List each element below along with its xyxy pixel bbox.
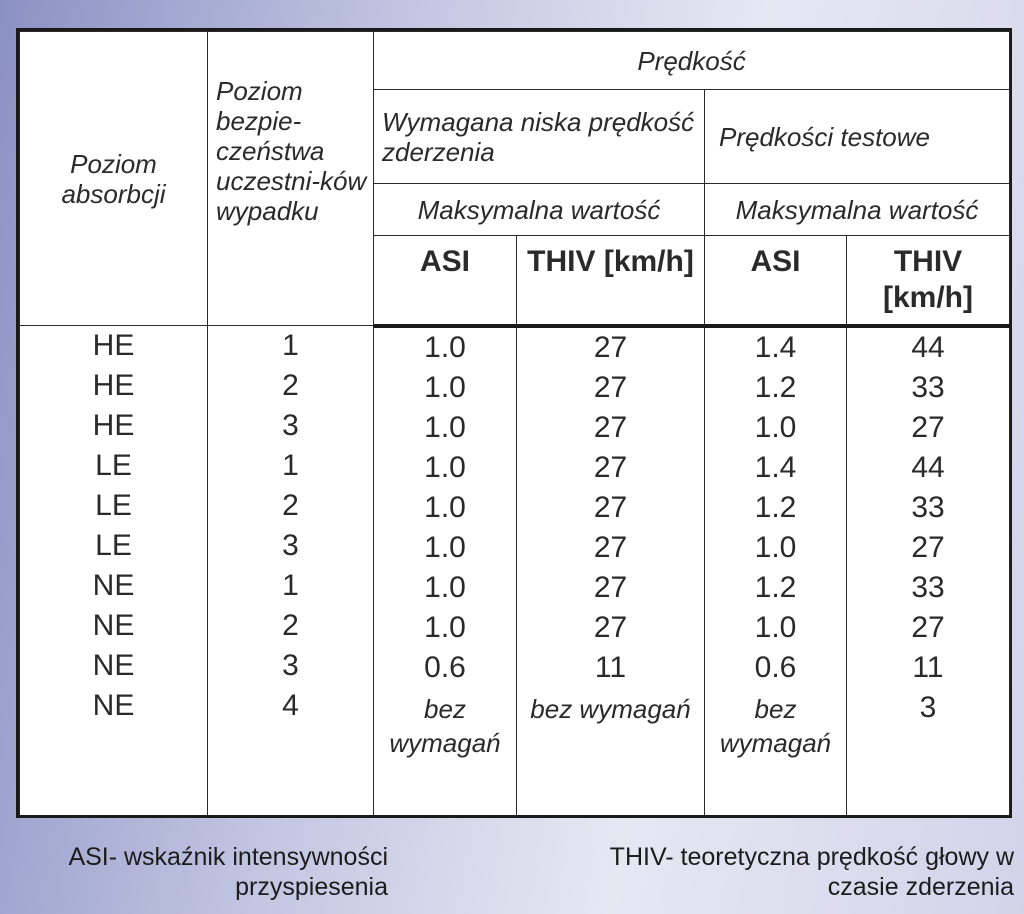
table-cell: 2: [282, 489, 299, 522]
table-cell: 2: [282, 609, 299, 642]
table-cell: 3: [282, 529, 299, 562]
table-cell: 27: [593, 610, 628, 644]
table-cell: 1.0: [424, 610, 466, 644]
column-absorption: [20, 326, 208, 816]
column-asi-test: [705, 326, 847, 816]
table-cell: 44: [911, 330, 945, 364]
table-cell: 1.0: [424, 330, 466, 364]
table-cell: 44: [911, 450, 945, 484]
table-cell: 1.2: [754, 570, 797, 604]
table-cell: 27: [593, 530, 628, 564]
header-absorption: Poziom absorbcji: [20, 32, 208, 326]
table-cell: 1.2: [754, 490, 797, 524]
table-cell: 3: [282, 409, 299, 442]
column-asi-low: [374, 326, 517, 816]
table-cell: LE: [95, 449, 132, 482]
table-cell: 1.0: [424, 410, 466, 444]
column-safety-level: [208, 326, 374, 816]
no-requirements-note: bez wymagań: [530, 693, 691, 724]
header-thiv-low: THIV [km/h]: [517, 236, 705, 326]
column-thiv-test: [847, 326, 1010, 816]
header-thiv-test: THIV [km/h]: [847, 236, 1010, 326]
table-cell: 27: [593, 490, 628, 524]
table-cell: 27: [593, 370, 628, 404]
table-cell: NE: [92, 689, 135, 722]
table-cell: HE: [92, 329, 135, 362]
table-cell: 1.0: [424, 490, 466, 524]
header-low-speed: Wymagana niska prędkość zderzenia: [374, 90, 705, 184]
table-cell: 27: [593, 410, 628, 444]
table-cell: 1.2: [754, 370, 797, 404]
table-cell: 1.0: [424, 370, 466, 404]
table-cell: 27: [911, 410, 945, 444]
table-cell: 0.6: [754, 650, 797, 684]
table-cell: NE: [92, 569, 135, 602]
table-cell: 3: [282, 649, 299, 682]
table-cell: 1.0: [754, 610, 797, 644]
table-cell: 1.0: [424, 570, 466, 604]
table-cell: 11: [912, 650, 944, 684]
table-cell: 4: [282, 689, 299, 722]
table-cell: 33: [911, 570, 945, 604]
header-max-value-test: Maksymalna wartość: [705, 184, 1010, 236]
table-cell: 0.6: [424, 650, 466, 684]
thiv-footnote: THIV- teoretyczna prędkość głowy w czasie zderzenia: [609, 843, 1014, 901]
header-speed: Prędkość: [374, 32, 1010, 90]
speed-requirements-table: [16, 28, 1012, 818]
header-test-speeds: Prędkości testowe: [705, 90, 1010, 184]
table-cell: 1.0: [424, 450, 466, 484]
table-cell: LE: [95, 529, 132, 562]
header-safety-level: Poziom bezpie-czeństwa uczestni-ków wypadku: [208, 32, 374, 326]
table-cell: 1.0: [424, 530, 466, 564]
table-cell: HE: [92, 409, 135, 442]
column-thiv-low: [517, 326, 705, 816]
table-cell: 1.0: [754, 530, 797, 564]
table-cell: 33: [911, 490, 945, 524]
table-cell: NE: [92, 649, 135, 682]
no-requirements-note: bez wymagań: [719, 693, 832, 758]
table-cell: 33: [911, 370, 945, 404]
table-cell: 27: [593, 570, 628, 604]
table-cell: 1.4: [754, 450, 797, 484]
header-asi-test: ASI: [705, 236, 847, 326]
table-cell: NE: [92, 609, 135, 642]
table-cell: 3: [919, 690, 937, 724]
table-cell: 1: [282, 569, 299, 602]
header-max-value-low: Maksymalna wartość: [374, 184, 705, 236]
asi-footnote: ASI- wskaźnik intensywności przyspiesenia: [68, 843, 388, 901]
table-cell: 27: [911, 610, 945, 644]
no-requirements-note: bez wymagań: [389, 693, 501, 758]
table-cell: 11: [594, 650, 627, 684]
table-cell: LE: [95, 489, 132, 522]
table-cell: HE: [92, 369, 135, 402]
table-cell: 1: [282, 449, 299, 482]
header-asi-low: ASI: [374, 236, 517, 326]
table-cell: 27: [593, 450, 628, 484]
table-cell: 27: [911, 530, 945, 564]
table-cell: 1.4: [754, 330, 797, 364]
table-cell: 1: [282, 329, 299, 362]
table-cell: 27: [593, 330, 628, 364]
table-cell: 2: [282, 369, 299, 402]
table-cell: 1.0: [754, 410, 797, 444]
